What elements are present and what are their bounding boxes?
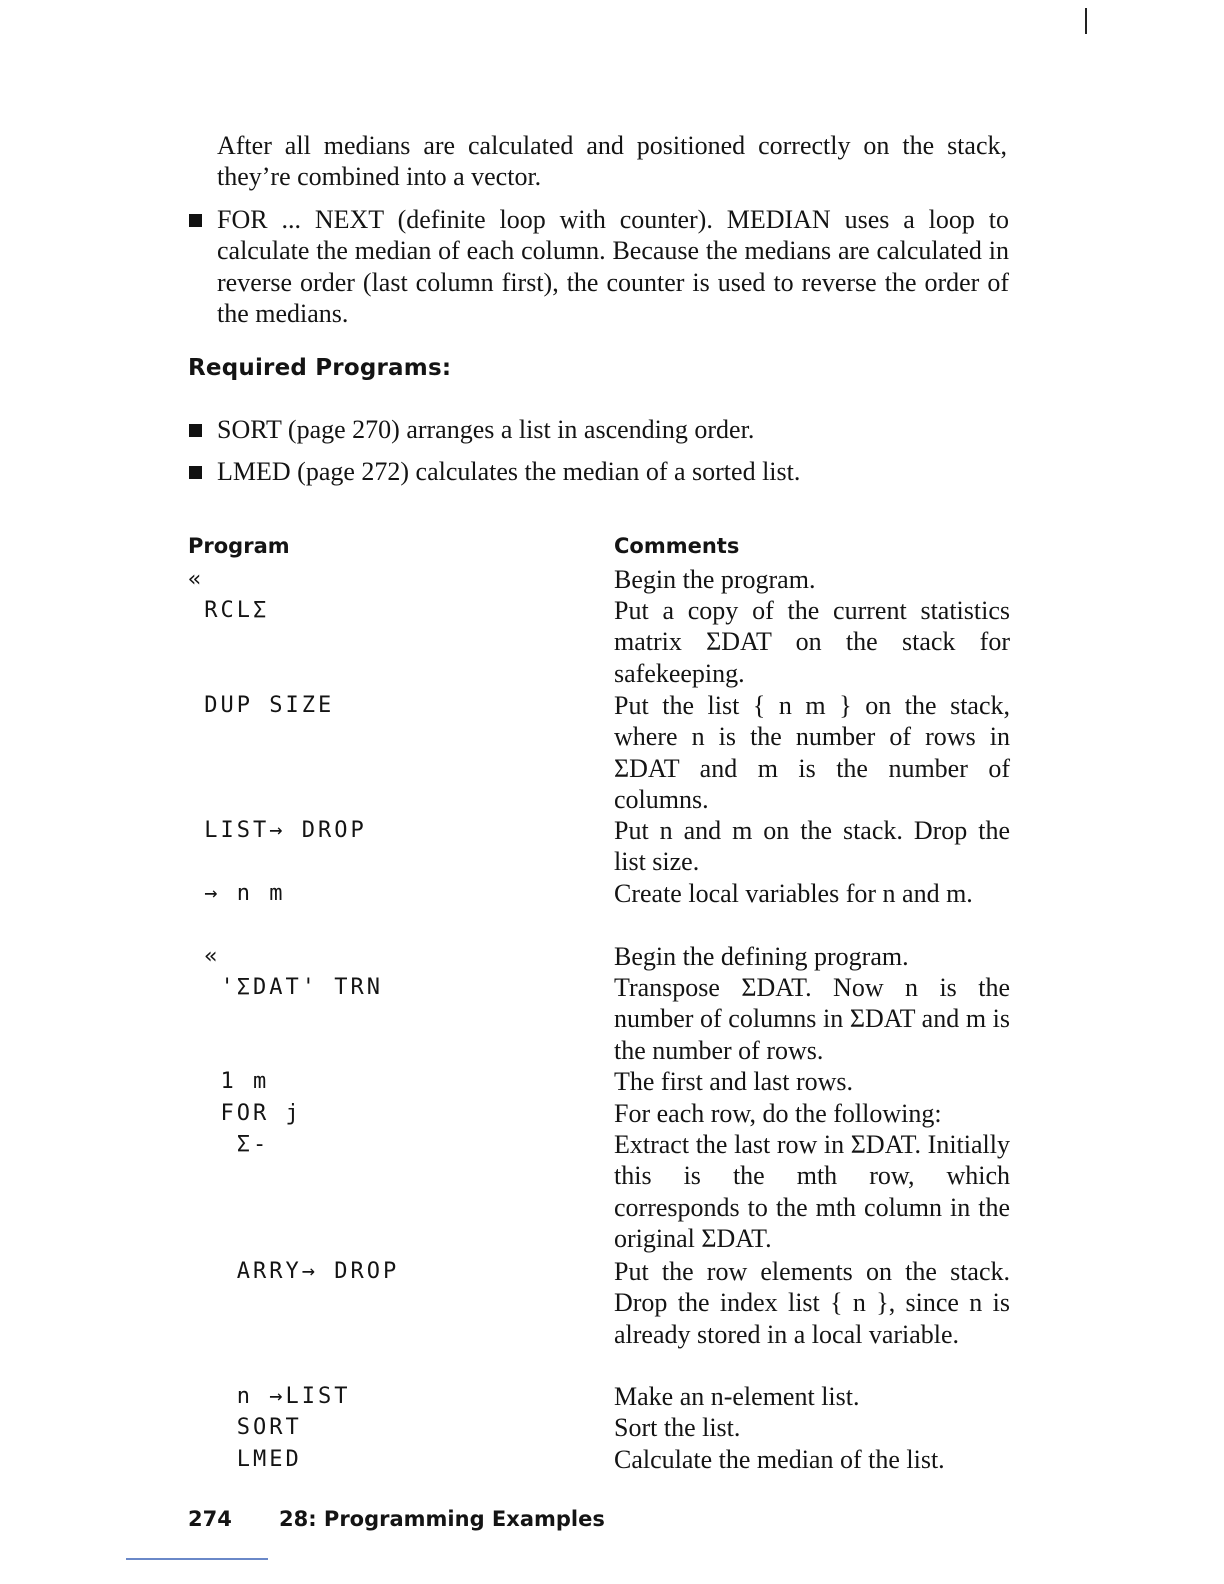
code-line: RCLΣ — [188, 598, 270, 623]
intro-paragraph: After all medians are calculated and positioned correctly on the stack, they’re combined into a vector. — [217, 131, 1007, 192]
code-line: LIST→ DROP — [188, 818, 367, 843]
comment-text: Create local variables for n and m. — [614, 879, 973, 908]
bullet-lmed: LMED (page 272) calculates the median of a sorted list. — [217, 456, 1009, 487]
comment-text: Put the list { n m } on the stack, where n is the number of rows in ΣDAT and m is the number of columns. — [614, 691, 1010, 814]
code-line: LMED — [188, 1447, 302, 1472]
comment-text: For each row, do the following: — [614, 1099, 942, 1128]
comment-text: Extract the last row in ΣDAT. Initially this is the mth row, which corresponds to the mth column in the original ΣDAT. — [614, 1130, 1010, 1253]
bottom-rule — [126, 1558, 268, 1560]
comment-text: Sort the list. — [614, 1413, 741, 1442]
footer-chapter-title: 28: Programming Examples — [279, 1507, 605, 1531]
code-line: « — [188, 944, 221, 969]
code-line: 'ΣDAT' TRN — [188, 975, 383, 1000]
comment-text: Put the row elements on the stack. Drop the index list { n }, since n is already stored in a local variable. — [614, 1257, 1010, 1349]
code-line: 1 m — [188, 1069, 270, 1094]
code-line: FOR j — [188, 1101, 302, 1126]
comment-text: Make an n-element list. — [614, 1382, 860, 1411]
comment-text: Transpose ΣDAT. Now n is the number of columns in ΣDAT and m is the number of rows. — [614, 973, 1010, 1065]
crop-mark — [1085, 8, 1087, 34]
comment-text: The first and last rows. — [614, 1067, 854, 1096]
bullet-for-next: FOR ... NEXT (definite loop with counter). MEDIAN uses a loop to calculate the median of each column. Because the medians are calculated in reverse order (last column first), the counter is used to reverse the order of the medians. — [217, 205, 1009, 328]
comment-text: Begin the program. — [614, 565, 816, 594]
code-line: DUP SIZE — [188, 693, 335, 718]
comment-text: Put a copy of the current statistics matrix ΣDAT on the stack for safekeeping. — [614, 596, 1010, 688]
footer-page-number: 274 — [188, 1507, 232, 1531]
code-line: ARRY→ DROP — [188, 1259, 400, 1284]
code-line: SORT — [188, 1415, 302, 1440]
comment-text: Calculate the median of the list. — [614, 1445, 945, 1474]
code-line: « — [188, 567, 205, 592]
comment-text: Begin the defining program. — [614, 942, 909, 971]
comment-text: Put n and m on the stack. Drop the list size. — [614, 816, 1010, 877]
bullet-sort: SORT (page 270) arranges a list in ascending order. — [217, 414, 1009, 445]
required-programs-heading: Required Programs: — [188, 355, 452, 381]
code-line: → n m — [188, 881, 286, 906]
program-column-header: Program — [188, 534, 290, 558]
comments-column-header: Comments — [614, 534, 740, 558]
code-line: Σ- — [188, 1132, 270, 1157]
code-line: n →LIST — [188, 1384, 351, 1409]
